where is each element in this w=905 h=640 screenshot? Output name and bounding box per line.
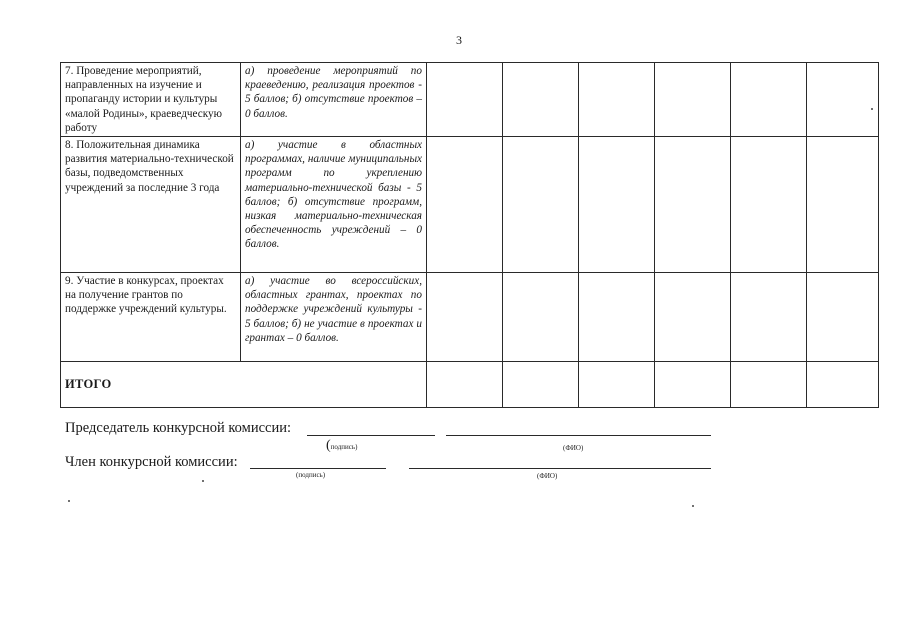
total-label: ИТОГО <box>65 376 112 391</box>
scan-speck <box>202 480 204 482</box>
scoring-cell: а) участие во всероссийских, областных грантах, проектах по поддержке учреждений культуры - 5 баллов; б) не участие в проектах и грантах – 0 баллов. <box>241 273 427 362</box>
chairman-fio-line <box>446 435 711 436</box>
total-grade-cell <box>807 362 879 408</box>
total-label-cell <box>61 362 427 408</box>
criterion-cell: 7. Проведение мероприятий, направленных на изучение и пропаганду истории и культуры «малой Родины», краеведческую работу <box>61 63 241 137</box>
grade-cell <box>427 63 503 137</box>
grade-cell <box>427 273 503 362</box>
grade-cell <box>731 63 807 137</box>
grade-cell <box>655 273 731 362</box>
table-row <box>61 137 879 273</box>
grade-cell <box>655 137 731 273</box>
grade-cell <box>503 137 579 273</box>
grade-cell <box>579 137 655 273</box>
total-grade-cell <box>427 362 503 408</box>
grade-cell <box>427 137 503 273</box>
chairman-fio-caption: (ФИО) <box>563 444 584 452</box>
grade-cell <box>807 137 879 273</box>
grade-cell <box>579 63 655 137</box>
grade-cell <box>655 63 731 137</box>
table-row <box>61 63 879 137</box>
criteria-table <box>60 62 879 408</box>
chairman-label: Председатель конкурсной комиссии: <box>65 420 292 436</box>
total-row <box>61 362 879 408</box>
member-fio-line <box>409 468 711 469</box>
scan-speck <box>68 500 70 502</box>
criterion-cell: 9. Участие в конкурсах, проектах на получение грантов по поддержке учреждений культуры. <box>61 273 241 362</box>
total-grade-cell <box>503 362 579 408</box>
table-row <box>61 273 879 362</box>
grade-cell <box>807 273 879 362</box>
grade-cell <box>503 273 579 362</box>
grade-cell <box>503 63 579 137</box>
grade-cell <box>731 273 807 362</box>
member-label: Член конкурсной комиссии: <box>65 454 238 470</box>
grade-cell <box>731 137 807 273</box>
grade-cell <box>807 63 879 137</box>
scoring-cell: а) участие в областных программах, наличие муниципальных программ по укреплению материально-технической базы - 5 баллов; б) отсутствие программ, низкая материально-техническая обеспеченность учреждений – 0 баллов. <box>241 137 427 273</box>
grade-cell <box>579 273 655 362</box>
member-signature-caption: (подпись) <box>296 471 326 479</box>
member-signature-line <box>250 468 386 469</box>
scan-speck <box>692 505 694 507</box>
scoring-cell: а) проведение мероприятий по краеведению, реализация проектов - 5 баллов; б) отсутствие проектов – 0 баллов. <box>241 63 427 137</box>
total-grade-cell <box>655 362 731 408</box>
member-fio-caption: (ФИО) <box>537 472 558 480</box>
scan-speck <box>871 108 873 110</box>
total-grade-cell <box>731 362 807 408</box>
page-number: 3 <box>456 33 462 47</box>
chairman-signature-caption: (подпись) <box>326 438 358 453</box>
total-grade-cell <box>579 362 655 408</box>
criterion-cell: 8. Положительная динамика развития материально-технической базы, подведомственных учреждений за последние 3 года <box>61 137 241 273</box>
chairman-signature-line <box>307 435 435 436</box>
